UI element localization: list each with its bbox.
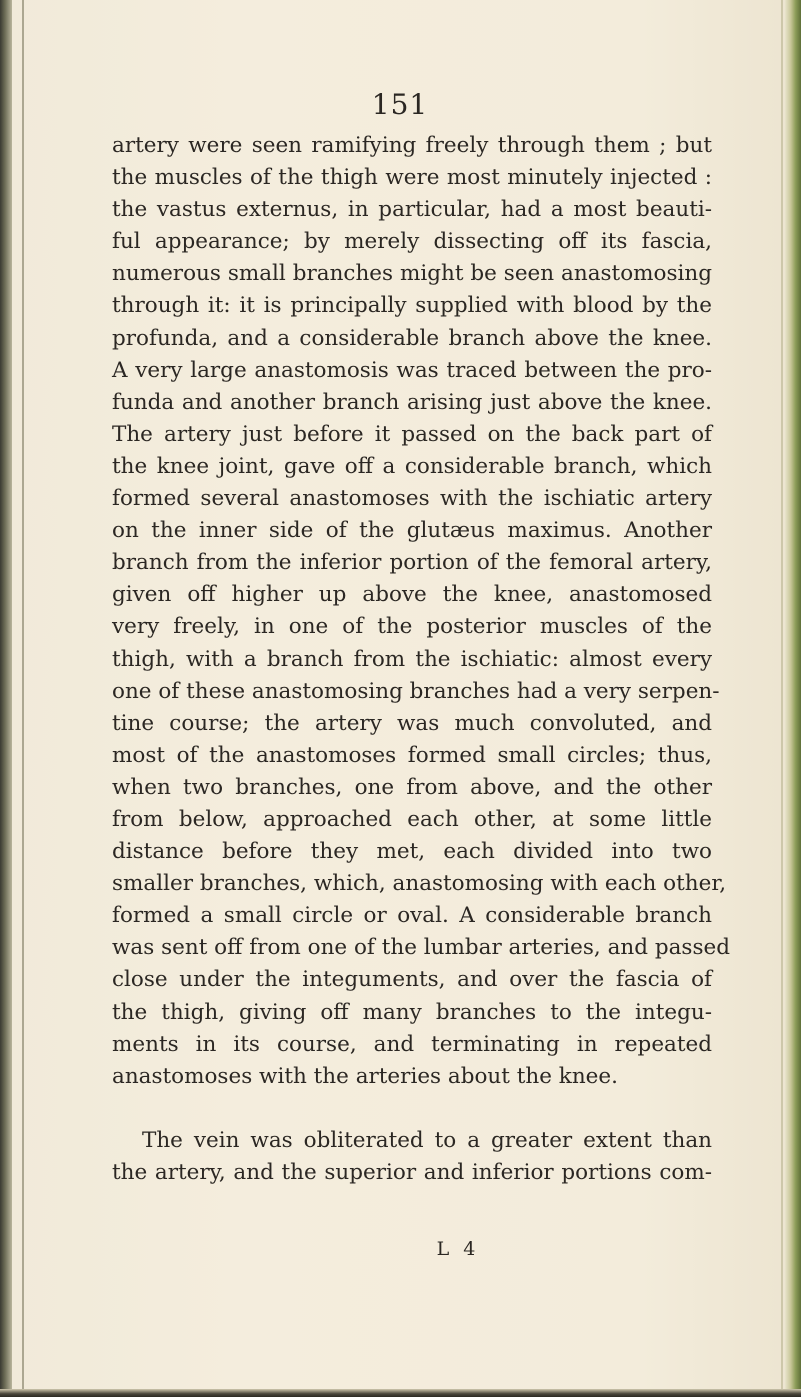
- text-line: The vein was obliterated to a greater extent than: [142, 1127, 712, 1153]
- paragraph-2: [112, 1125, 712, 1189]
- page-edge: [785, 0, 801, 1397]
- binding-edge: [0, 0, 12, 1397]
- text-line: numerous small branches might be seen anastomosing: [112, 261, 712, 287]
- text-line: formed several anastomoses with the ischiatic artery: [112, 486, 712, 512]
- text-line: thigh, with a branch from the ischiatic: almost every: [112, 646, 712, 672]
- paragraph-gap: [112, 1093, 712, 1125]
- text-line: the thigh, giving off many branches to the integu-: [112, 999, 712, 1025]
- text-line: when two branches, one from above, and the other: [112, 774, 712, 800]
- text-line: the knee joint, gave off a considerable branch, which: [112, 453, 712, 479]
- text-line: the muscles of the thigh were most minutely injected :: [112, 165, 712, 191]
- text-line: most of the anastomoses formed small circles; thus,: [112, 742, 712, 768]
- text-line: anastomoses with the arteries about the knee.: [112, 1063, 618, 1089]
- text-line: from below, approached each other, at some little: [112, 806, 712, 832]
- text-line: branch from the inferior portion of the femoral artery,: [112, 550, 712, 576]
- text-line: smaller branches, which, anastomosing with each other,: [112, 871, 727, 897]
- text-line: close under the integuments, and over the fascia of: [112, 967, 712, 993]
- page-number: 151: [371, 88, 429, 121]
- body-text: [112, 130, 730, 1189]
- text-line: profunda, and a considerable branch above the knee.: [112, 325, 712, 351]
- page-edge-line: [781, 0, 783, 1397]
- text-line: the artery, and the superior and inferior portions com-: [112, 1159, 712, 1185]
- text-line: formed a small circle or oval. A considerable branch: [112, 903, 712, 929]
- text-line: ful appearance; by merely dissecting off its fascia,: [112, 229, 712, 255]
- paragraph-1: [112, 130, 730, 1093]
- text-line: funda and another branch arising just above the knee.: [112, 389, 712, 415]
- text-line: very freely, in one of the posterior muscles of the: [112, 614, 712, 640]
- text-line: The artery just before it passed on the back part of: [112, 421, 712, 447]
- signature-mark: L 4: [436, 1238, 480, 1260]
- text-line: on the inner side of the glutæus maximus. Another: [112, 518, 712, 544]
- text-line: distance before they met, each divided into two: [112, 839, 712, 865]
- text-line: artery were seen ramifying freely through them ; but: [112, 133, 712, 158]
- text-line: A very large anastomosis was traced between the pro-: [112, 357, 712, 383]
- text-line: tine course; the artery was much convoluted, and: [112, 710, 712, 736]
- text-line: through it: it is principally supplied with blood by the: [112, 293, 712, 319]
- text-line: the vastus externus, in particular, had a most beauti-: [112, 197, 712, 223]
- text-line: ments in its course, and terminating in repeated: [112, 1031, 712, 1057]
- gutter-line: [22, 0, 24, 1397]
- text-line: was sent off from one of the lumbar arteries, and passed: [112, 935, 730, 961]
- text-line: given off higher up above the knee, anastomosed: [112, 582, 712, 608]
- text-line: one of these anastomosing branches had a very serpen-: [112, 678, 720, 704]
- bottom-edge: [0, 1389, 801, 1397]
